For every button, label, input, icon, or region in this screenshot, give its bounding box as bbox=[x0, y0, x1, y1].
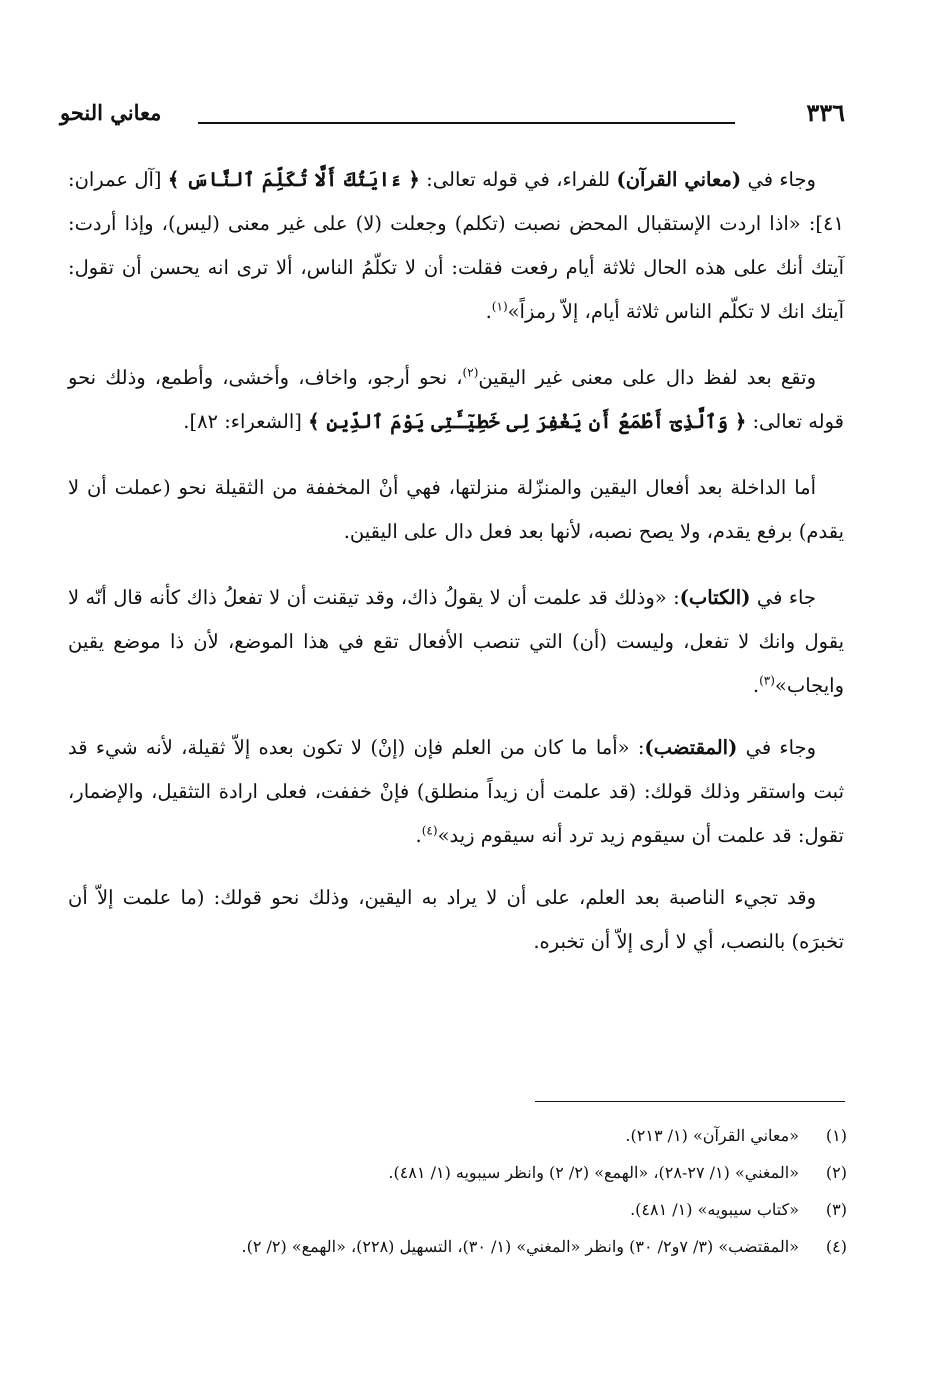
paragraph-text: وجاء في bbox=[741, 168, 816, 191]
paragraph-text: وقد تجيء الناصبة بعد العلم، على أن لا يراد به اليقين، وذلك نحو قولك: (ما علمت إلاّ أن تخبرَه) بالنصب، أي لا أرى إلاّ أن تخبره. bbox=[68, 886, 844, 953]
footnote-text: «معاني القرآن» (١/ ٢١٣). bbox=[625, 1126, 799, 1145]
paragraph-text: للفراء، في قوله تعالى: bbox=[419, 168, 617, 191]
paragraph-6 bbox=[68, 876, 844, 964]
footnote-item bbox=[87, 1154, 847, 1191]
header-rule bbox=[198, 122, 735, 124]
footnote-item bbox=[87, 1117, 847, 1154]
paragraph-3 bbox=[68, 466, 844, 554]
main-text bbox=[68, 158, 844, 986]
quran-verse: ﴿ وَٱلَّذِىٓ أَطْمَعُ أَن يَغْفِرَ لِى خَطِيٓـَٔتِى يَوْمَ ٱلدِّينِ ﴾ bbox=[308, 410, 747, 433]
footnote-number: (٤) bbox=[825, 1237, 847, 1256]
footnote-number: (١) bbox=[825, 1126, 847, 1145]
paragraph-end: . bbox=[485, 300, 492, 323]
footnote-text: «كتاب سيبويه» (١/ ٤٨١). bbox=[630, 1200, 799, 1219]
footnote-number: (٣) bbox=[825, 1200, 847, 1219]
footnote-number: (٢) bbox=[825, 1163, 847, 1182]
paragraph-text: وجاء في bbox=[737, 736, 816, 759]
paragraph-4 bbox=[68, 576, 844, 708]
paragraph-end: . bbox=[415, 824, 422, 847]
source-title: (الكتاب) bbox=[679, 586, 751, 609]
footnote-text: «المقتضب» (٣/ ٧و٢/ ٣٠) وانظر «المغني» (١/ ٣٠)، التسهيل (٢٢٨)، «الهمع» (٢/ ٢). bbox=[241, 1237, 799, 1256]
footnote-ref[interactable]: (٤) bbox=[421, 823, 438, 838]
page-number: ٣٣٦ bbox=[806, 98, 845, 127]
paragraph-text: : «وذلك قد علمت أن لا يقولُ ذاك، وقد تيقنت أن لا تفعلُ ذاك كأنه قال أنّه لا يقول وانك لا تفعل، وليست (أن) التي تنصب الأفعال تقع في هذا الموضع، لأن ذا موضع يقين وايجاب» bbox=[68, 586, 844, 697]
paragraph-text: وتقع بعد لفظ دال على معنى غير اليقين bbox=[478, 366, 816, 389]
footnote-item bbox=[87, 1191, 847, 1228]
paragraph-5 bbox=[68, 726, 844, 858]
paragraph-text: ، نحو أرجو، واخاف، وأخشى، وأطمع، وذلك نحو قوله تعالى: bbox=[68, 366, 844, 433]
page-header bbox=[60, 92, 845, 142]
footnote-text: «المغني» (١/ ٢٧-٢٨)، «الهمع» (٢/ ٢) وانظر سيبويه (١/ ٤٨١). bbox=[388, 1163, 799, 1182]
source-title: (معاني القرآن) bbox=[616, 168, 742, 191]
paragraph-text: [آل عمران: ٤١]: «اذا اردت الإستقبال المحض نصبت (تكلم) وجعلت (لا) على غير معنى (ليس)، وإذا أردت: آيتك أنك على هذه الحال ثلاثة أيام رفعت فقلت: أن لا تكلّمُ الناس، ألا ترى انه يحسن أن تقول: آيتك انك لا تكلّم الناس ثلاثة أيام، إلاّ رمزاً» bbox=[68, 168, 844, 323]
paragraph-2 bbox=[68, 356, 844, 444]
running-title: معاني النحو bbox=[60, 100, 162, 125]
paragraph-end: . bbox=[752, 674, 760, 697]
quran-verse: ﴿ ءَايَتُكَ أَلَّا تُكَلِّمَ ٱلنَّاسَ ﴾ bbox=[167, 168, 420, 191]
paragraph-text: جاء في bbox=[750, 586, 816, 609]
paragraph-1 bbox=[68, 158, 844, 334]
paragraph-text: : «أما ما كان من العلم فإن (إنْ) لا تكون بعده إلاّ ثقيلة، لأنه شيء قد ثبت واستقر وذلك قولك: (قد علمت أن زيداً منطلق) فإنْ خففت، فعلى ارادة التثقيل، والإضمار، تقول: قد علمت أن سيقوم زيد ترد أنه سيقوم زيد» bbox=[68, 736, 844, 847]
paragraph-text: أما الداخلة بعد أفعال اليقين والمنزّلة منزلتها، فهي أنْ المخففة من الثقيلة نحو (عملت أن لا يقدم) برفع يقدم، ولا يصح نصبه، لأنها بعد فعل دال على اليقين. bbox=[68, 476, 844, 543]
footnote-ref[interactable]: (١) bbox=[491, 299, 508, 314]
footnote-ref[interactable]: (٣) bbox=[759, 673, 775, 688]
paragraph-text: [الشعراء: ٨٢]. bbox=[183, 410, 309, 433]
source-title: (المقتضب) bbox=[644, 736, 738, 759]
footnote-separator bbox=[535, 1101, 845, 1102]
footnote-ref[interactable]: (٢) bbox=[462, 365, 479, 380]
footnote-item bbox=[87, 1228, 847, 1265]
footnotes bbox=[87, 1117, 847, 1265]
